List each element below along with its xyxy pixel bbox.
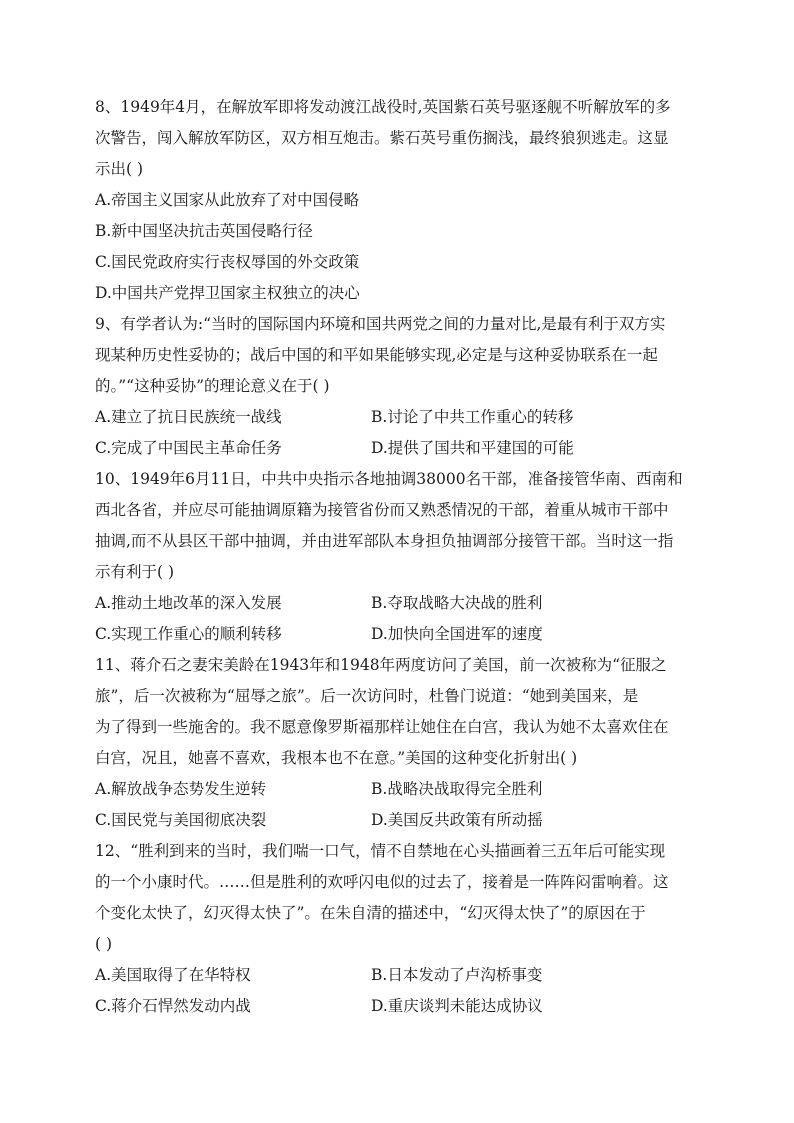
question-stem: 现某种历史性妥协的；战后中国的和平如果能够实现,必定是与这种妥协联系在一起 <box>95 346 658 364</box>
option-b: B.日本发动了卢沟桥事变 <box>371 966 543 984</box>
question-stem: 为了得到一些施舍的。我不愿意像罗斯福那样让她住在白宫，我认为她不太喜欢住在 <box>95 718 669 736</box>
option-d: D.中国共产党捍卫国家主权独立的决心 <box>95 284 360 302</box>
option-row <box>95 991 705 1022</box>
option-d: D.提供了国共和平建国的可能 <box>371 439 574 457</box>
question-stem: 11、蒋介石之妻宋美龄在1943年和1948年两度访问了美国，前一次被称为“征服之 <box>95 656 667 674</box>
option-c: C.国民党与美国彻底决裂 <box>95 811 267 829</box>
option-row <box>95 619 705 650</box>
option-a: A.解放战争态势发生逆转 <box>95 780 267 798</box>
question-stem: 9、有学者认为:“当时的国际国内环境和国共两党之间的力量对比,是最有利于双方实 <box>95 315 666 333</box>
question-stem: 个变化太快了，幻灭得太快了”。在朱自清的描述中，“幻灭得太快了”的原因在于 <box>95 904 646 922</box>
question-stem: 旅”，后一次被称为“屈辱之旅”。后一次访问时，杜鲁门说道：“她到美国来，是 <box>95 687 639 705</box>
question-9 <box>95 309 705 464</box>
option-c: C.国民党政府实行丧权辱国的外交政策 <box>95 253 360 271</box>
question-stem: 抽调,而不从县区干部中抽调，并由进军部队本身担负抽调部分接管干部。当时这一指 <box>95 532 674 550</box>
option-c: C.实现工作重心的顺利转移 <box>95 625 282 643</box>
option-c: C.完成了中国民主革命任务 <box>95 439 282 457</box>
option-b: B.新中国坚决抗击英国侵略行径 <box>95 222 313 240</box>
question-10 <box>95 464 705 650</box>
option-row <box>95 805 705 836</box>
question-12 <box>95 836 705 1022</box>
option-row <box>95 588 705 619</box>
option-d: D.美国反共政策有所动摇 <box>371 811 543 829</box>
question-stem: 8、1949年4月，在解放军即将发动渡江战役时,英国紫石英号驱逐舰不听解放军的多 <box>95 98 671 116</box>
question-stem: ( ) <box>95 935 113 953</box>
question-stem: 西北各省，并应尽可能抽调原籍为接管省份而又熟悉情况的干部，着重从城市干部中 <box>95 501 669 519</box>
question-stem: 示有利于( ) <box>95 563 175 581</box>
option-c: C.蒋介石悍然发动内战 <box>95 997 251 1015</box>
question-stem: 10、1949年6月11日，中共中央指示各地抽调38000名干部，准备接管华南、西南和 <box>95 470 683 488</box>
option-a: A.帝国主义国家从此放弃了对中国侵略 <box>95 191 360 209</box>
option-b: B.夺取战略大决战的胜利 <box>371 594 543 612</box>
option-a: A.推动土地改革的深入发展 <box>95 594 282 612</box>
option-row <box>95 774 705 805</box>
option-a: A.建立了抗日民族统一战线 <box>95 408 282 426</box>
question-11 <box>95 650 705 836</box>
option-d: D.重庆谈判未能达成协议 <box>371 997 543 1015</box>
exam-page <box>95 92 705 1022</box>
question-stem: 示出( ) <box>95 160 144 178</box>
question-stem: 的一个小康时代。……但是胜利的欢呼闪电似的过去了，接着是一阵阵闷雷响着。这 <box>95 873 669 891</box>
question-stem: 次警告，闯入解放军防区，双方相互炮击。紫石英号重伤搁浅，最终狼狈逃走。这显 <box>95 129 669 147</box>
question-stem: 白宫，况且，她喜不喜欢，我根本也不在意。”美国的这种变化折射出( ) <box>95 749 578 767</box>
option-d: D.加快向全国进军的速度 <box>371 625 543 643</box>
question-stem: 12、“胜利到来的当时，我们喘一口气，情不自禁地在心头描画着三五年后可能实现 <box>95 842 666 860</box>
question-8 <box>95 92 705 309</box>
option-row <box>95 402 705 433</box>
option-a: A.美国取得了在华特权 <box>95 966 251 984</box>
option-row <box>95 960 705 991</box>
question-stem: 的。”“这种妥协”的理论意义在于( ) <box>95 377 330 395</box>
option-b: B.战略决战取得完全胜利 <box>371 780 543 798</box>
option-b: B.讨论了中共工作重心的转移 <box>371 408 574 426</box>
option-row <box>95 433 705 464</box>
